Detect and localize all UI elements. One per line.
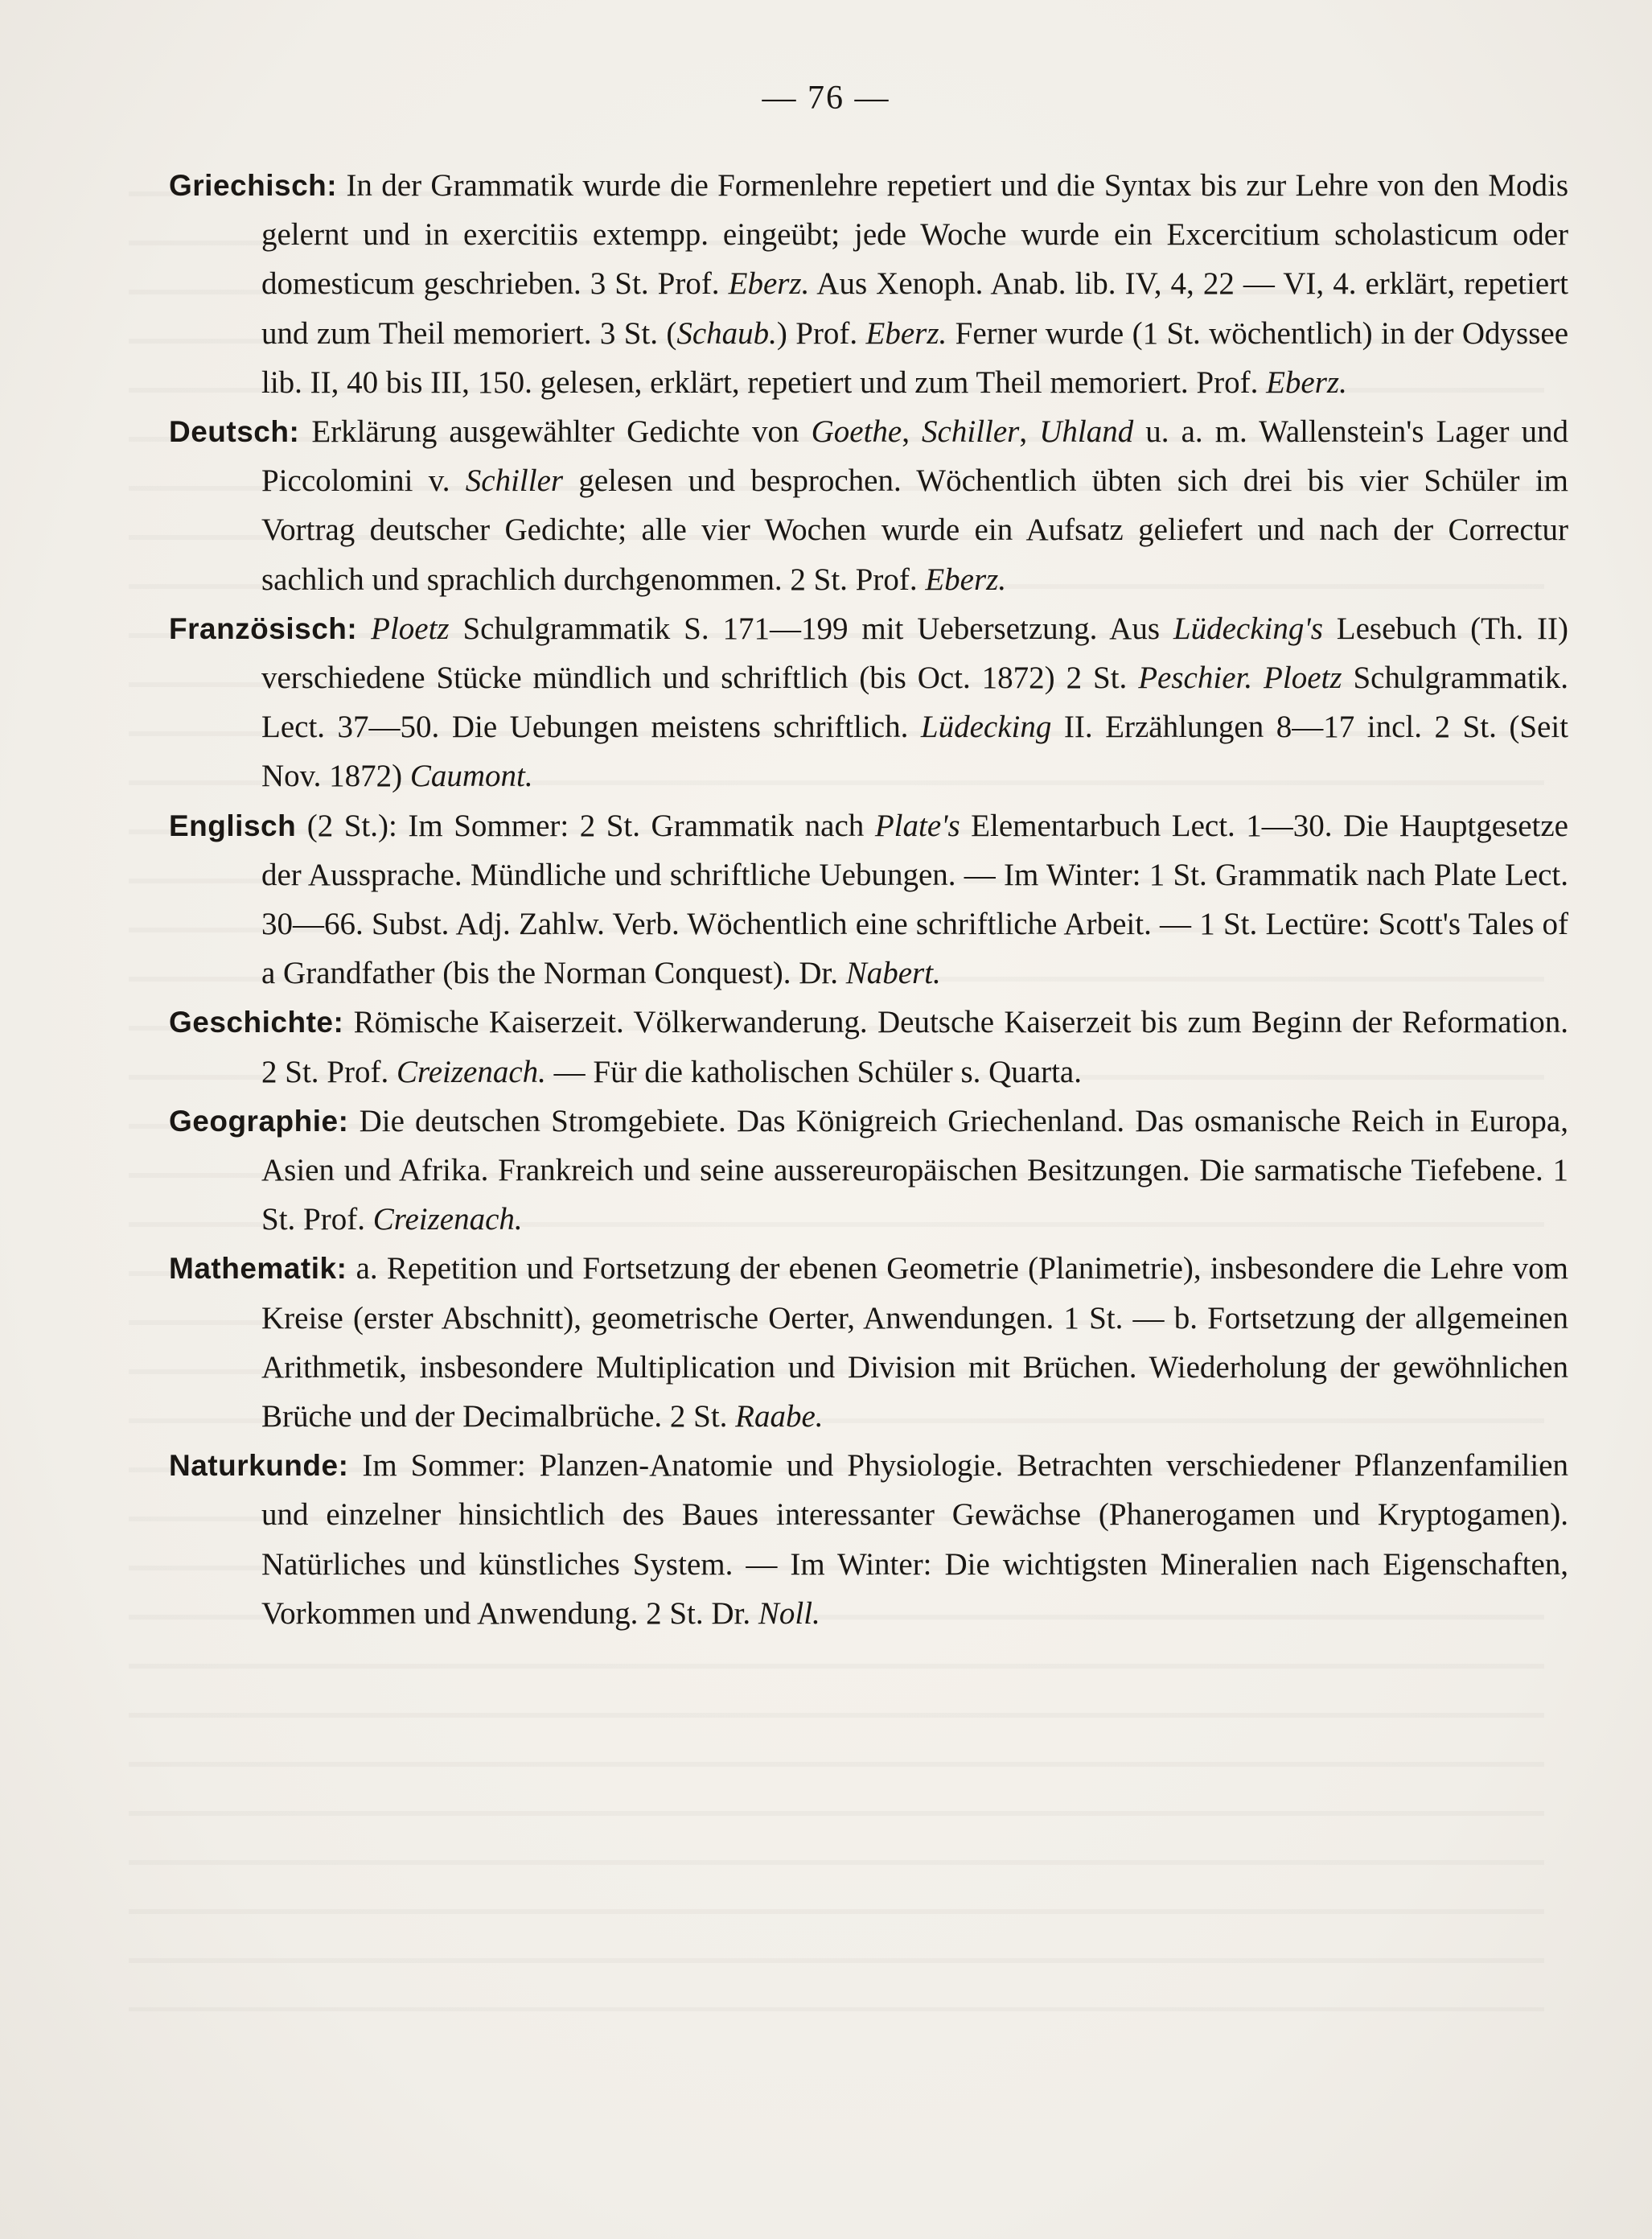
subject-separator: : bbox=[289, 415, 300, 449]
body-text: u. a. m. Wallenstein's Lager und Piccolomini v. bbox=[261, 414, 1569, 499]
body-text bbox=[1252, 661, 1264, 695]
document-body bbox=[169, 161, 1568, 1638]
name-citation: Ploetz bbox=[1264, 661, 1342, 696]
body-text: gelesen und besprochen. Wöchentlich übten sich drei bis vier Schüler im Vortrag deutscher Gedichte; alle vier Wochen wurde ein Aufsatz geliefert und nach der Correctur sachlich und sprachlich durchgenommen. 2 St. Prof. bbox=[261, 463, 1568, 597]
page-number: — 76 — bbox=[762, 80, 890, 117]
body-text: — Für die katholischen Schüler s. Quarta. bbox=[545, 1054, 1082, 1089]
subject-heading: Englisch bbox=[169, 809, 297, 842]
body-text: (2 St.): Im Sommer: 2 St. Grammatik nach bbox=[296, 808, 875, 843]
body-text: ) Prof. bbox=[776, 315, 866, 351]
body-text: Lesebuch (Th. II) verschiedene Stücke mündlich und schriftlich (bis Oct. 1872) 2 St. bbox=[261, 611, 1569, 696]
body-text: Im Sommer: Planzen-Anatomie und Physiologie. Betrachten verschiedener Pflanzenfamilien und einzelner hinsichtlich des Baues interessanter Gewächse (Phanerogamen und Kryptogamen). Natürliches und künstliches System. — Im Winter: Die wichtigsten Mineralien nach Eigenschaften, Vorkommen und Anwendung. 2 St. Dr. bbox=[261, 1448, 1568, 1631]
body-text: II. Erzählungen 8—17 incl. 2 St. (Seit Nov. 1872) bbox=[261, 710, 1569, 794]
subject-heading: Griechisch bbox=[169, 169, 327, 202]
name-citation: Eberz. bbox=[728, 266, 810, 302]
name-citation: Caumont. bbox=[409, 759, 533, 794]
subject-paragraph bbox=[169, 1244, 1568, 1441]
name-citation: Noll. bbox=[758, 1595, 820, 1631]
body-text: Ferner wurde (1 St. wöchentlich) in der Odyssee lib. II, 40 bis III, 150. gelesen, erklärt, repetiert und zum Theil memoriert. Prof. bbox=[261, 315, 1569, 400]
name-citation: Lüdecking's bbox=[1173, 611, 1323, 646]
name-citation: Eberz. bbox=[925, 562, 1007, 597]
body-text: Elementarbuch Lect. 1—30. Die Hauptgesetze der Aussprache. Mündliche und schriftliche Uebungen. — Im Winter: 1 St. Grammatik nach Plate Lect. 30—66. Subst. Adj. Zahlw. Verb. Wöchentlich eine schriftliche Arbeit. — 1 St. Lectüre: Scott's Tales of a Grandfather (bis the Norman Conquest). Dr. bbox=[261, 808, 1568, 991]
subject-separator: : bbox=[327, 169, 338, 202]
body-text: , bbox=[1019, 414, 1040, 450]
subject-heading: Geschichte bbox=[169, 1006, 334, 1039]
subject-heading: Französisch bbox=[169, 611, 347, 645]
name-citation: Schaub. bbox=[676, 315, 777, 351]
subject-paragraph bbox=[169, 604, 1568, 801]
body-text: Die deutschen Stromgebiete. Das Königreich Griechenland. Das osmanische Reich in Europa, Asien und Afrika. Frankreich und seine aussereuropäischen Besitzungen. Die sarmatische Tiefebene. 1 St. Prof. bbox=[261, 1103, 1568, 1237]
body-text: Römische Kaiserzeit. Völkerwanderung. Deutsche Kaiserzeit bis zum Beginn der Reformation. 2 St. Prof. bbox=[261, 1005, 1568, 1089]
name-citation: Plate's bbox=[874, 808, 960, 843]
name-citation: Raabe. bbox=[735, 1399, 824, 1434]
subject-separator: : bbox=[338, 1449, 349, 1483]
name-citation: Eberz. bbox=[865, 315, 947, 351]
body-text: In der Grammatik wurde die Formenlehre repetiert und die Syntax bis zur Lehre von den Modis gelernt und in exercitiis extempp. eingeübt; jede Woche wurde ein Excercitium scholasticum oder domesticum geschrieben. 3 St. Prof. bbox=[261, 168, 1568, 302]
body-text: Schulgrammatik. Lect. 37—50. Die Uebungen meistens schriftlich. bbox=[261, 661, 1568, 745]
name-citation: Eberz. bbox=[1266, 364, 1347, 400]
subject-paragraph bbox=[169, 801, 1568, 998]
subject-heading: Deutsch bbox=[169, 415, 290, 449]
body-text: a. Repetition und Fortsetzung der ebenen Geometrie (Planimetrie), insbesondere die Lehre vom Kreise (erster Abschnitt), geometrische Oerter, Anwendungen. 1 St. — b. Fortsetzung der allgemeinen Arithmetik, insbesondere Multiplication und Division mit Brüchen. Wiederholung der gewöhnlichen Brüche und der Decimalbrüche. 2 St. bbox=[261, 1251, 1568, 1434]
name-citation: Peschier. bbox=[1138, 661, 1253, 696]
body-text: , bbox=[902, 414, 923, 450]
subject-paragraph bbox=[169, 1097, 1568, 1245]
subject-paragraph bbox=[169, 407, 1568, 604]
body-text: Aus Xenoph. Anab. lib. IV, 4, 22 — VI, 4. erklärt, repetiert und zum Theil memoriert. 3 St. ( bbox=[261, 266, 1568, 351]
name-citation: Ploetz bbox=[371, 611, 450, 646]
name-citation: Lüdecking bbox=[920, 710, 1052, 745]
name-citation: Creizenach. bbox=[396, 1054, 546, 1089]
subject-paragraph bbox=[169, 161, 1568, 407]
name-citation: Nabert. bbox=[845, 956, 941, 991]
name-citation: Uhland bbox=[1039, 414, 1134, 450]
subject-separator: : bbox=[336, 1252, 347, 1286]
subject-heading: Geographie bbox=[169, 1104, 339, 1138]
subject-paragraph bbox=[169, 998, 1568, 1096]
name-citation: Creizenach. bbox=[372, 1202, 523, 1237]
name-citation: Schiller bbox=[465, 463, 564, 499]
body-text bbox=[357, 611, 371, 646]
body-text: Schulgrammatik S. 171—199 mit Uebersetzung. Aus bbox=[449, 611, 1173, 646]
body-text: Erklärung ausgewählter Gedichte von bbox=[299, 414, 812, 450]
name-citation: Goethe bbox=[811, 414, 902, 450]
subject-heading: Naturkunde bbox=[169, 1449, 339, 1483]
subject-paragraph bbox=[169, 1441, 1568, 1638]
name-citation: Schiller bbox=[922, 414, 1020, 450]
subject-separator: : bbox=[338, 1104, 349, 1138]
subject-separator: : bbox=[347, 611, 358, 645]
subject-heading: Mathematik bbox=[169, 1252, 337, 1286]
subject-separator: : bbox=[333, 1006, 344, 1039]
